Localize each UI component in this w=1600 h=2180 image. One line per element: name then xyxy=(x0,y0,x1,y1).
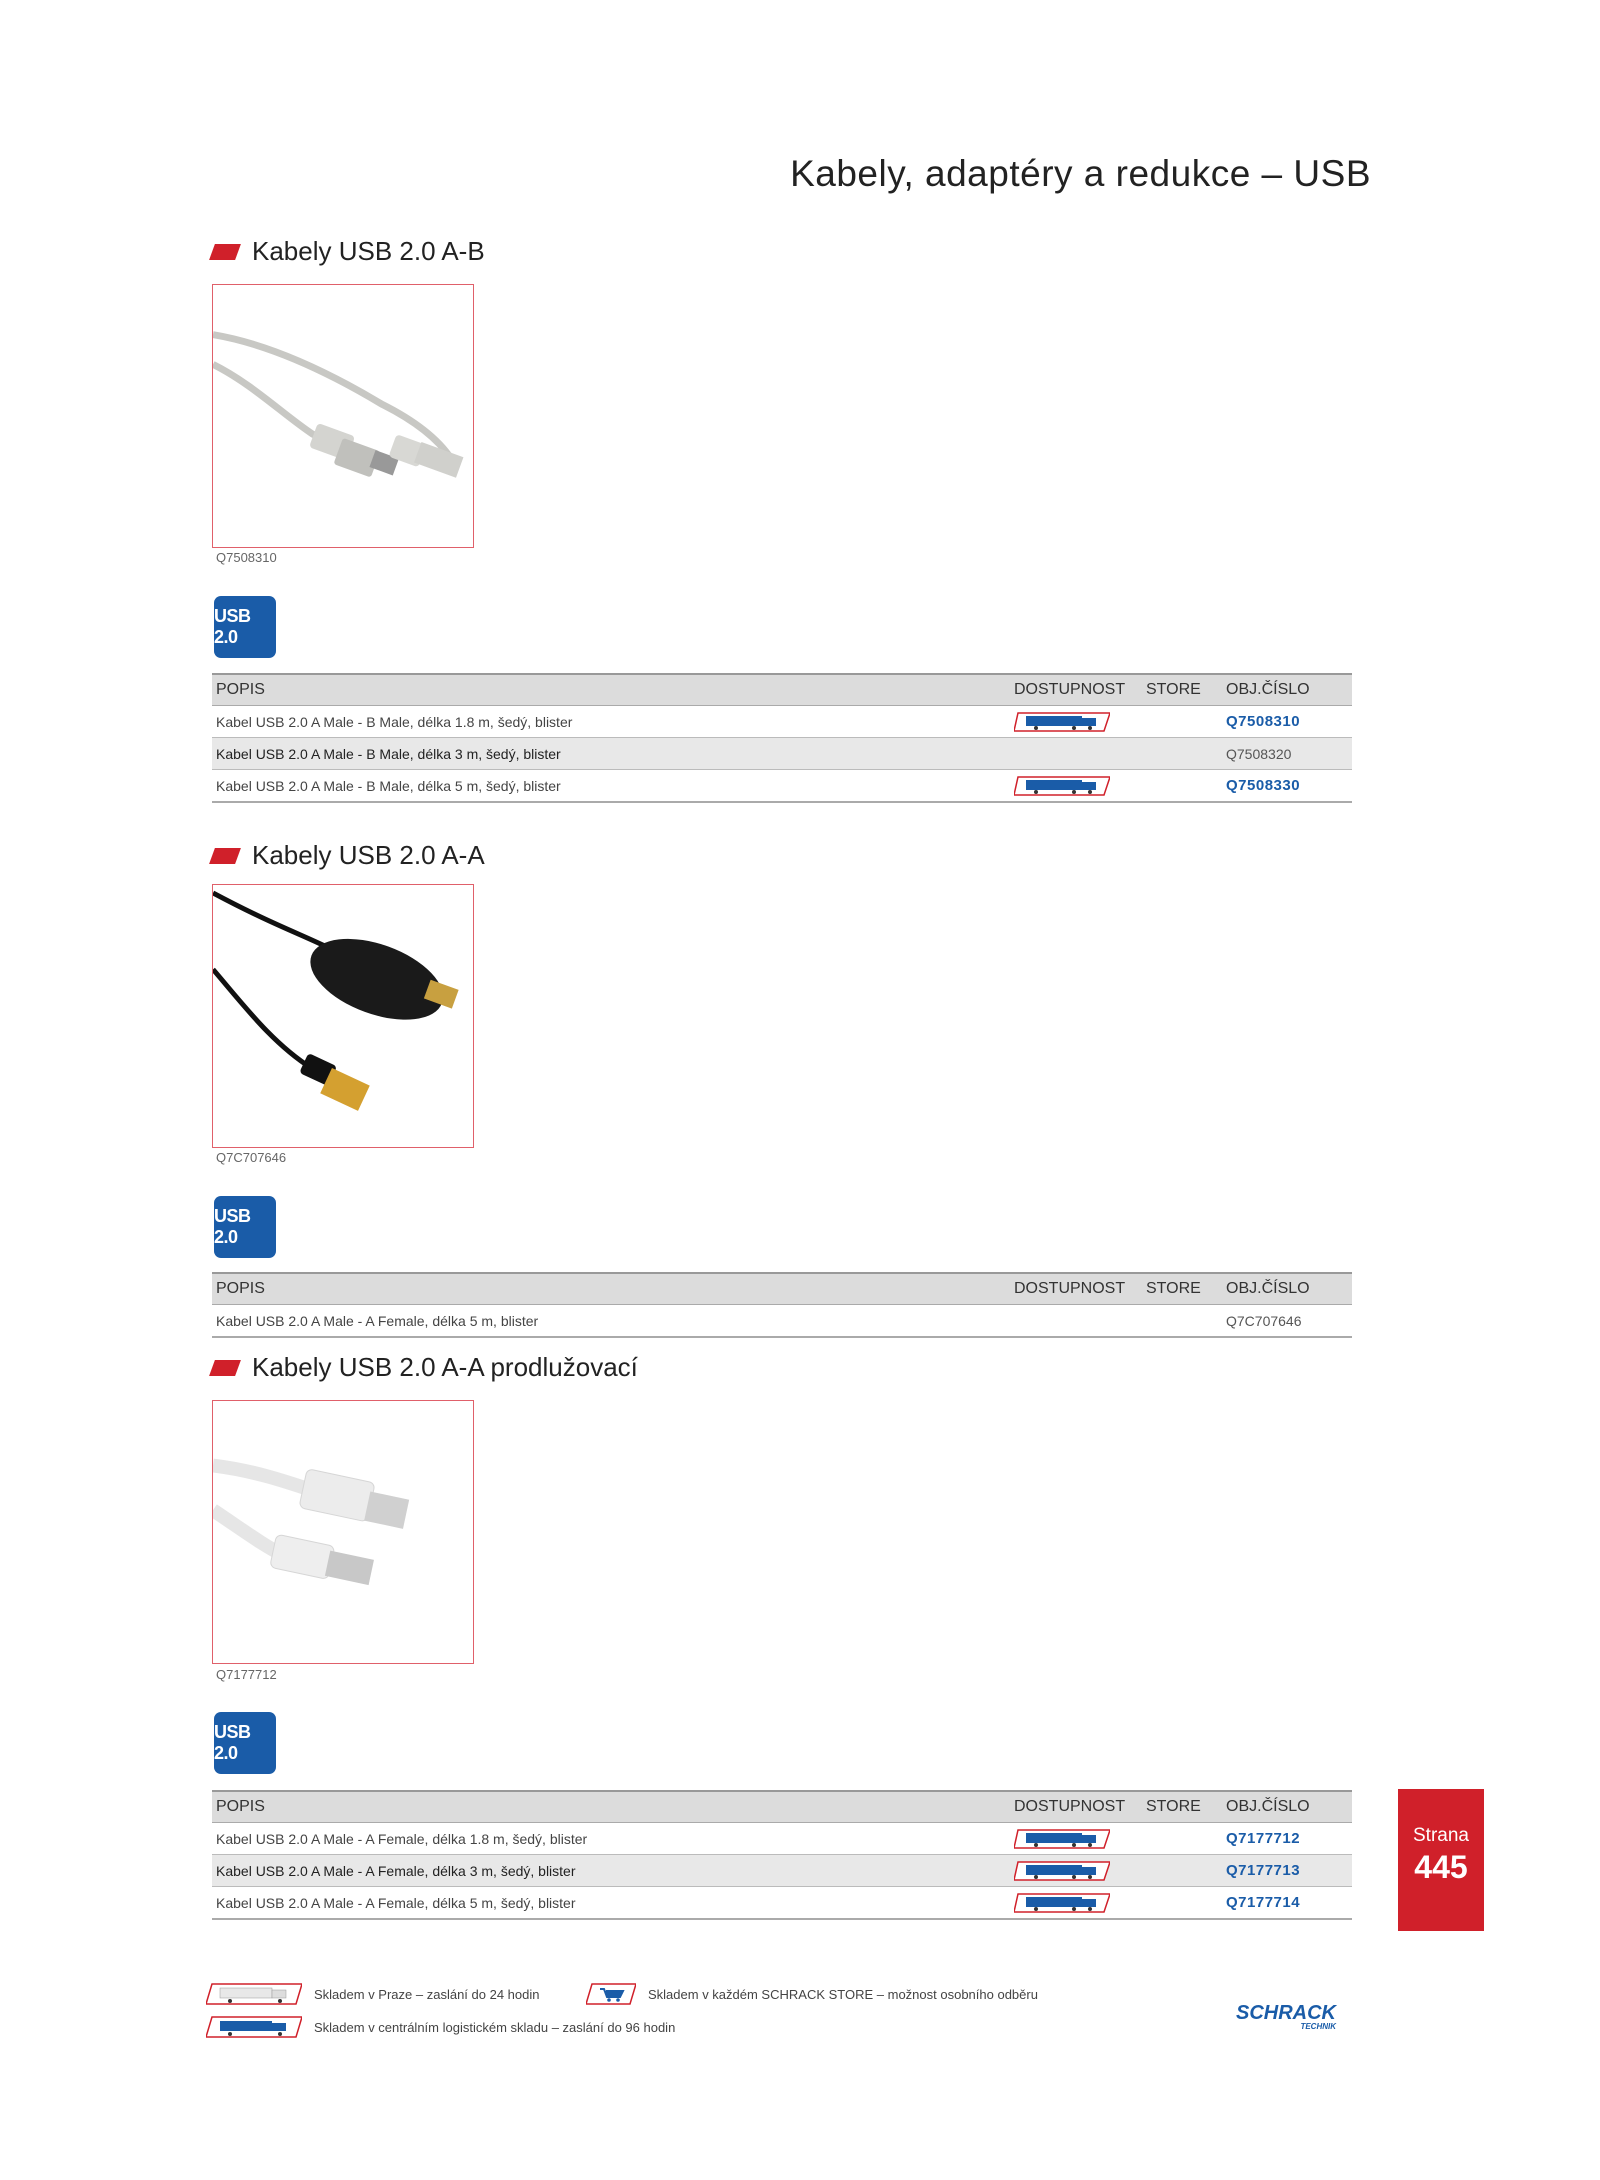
table-row xyxy=(212,738,1352,770)
header-desc: POPIS xyxy=(212,674,1010,706)
image-code: Q7177712 xyxy=(216,1667,277,1682)
legend-text: Skladem v Praze – zaslání do 24 hodin xyxy=(314,1986,540,2002)
section-heading xyxy=(212,840,485,871)
truck-icon xyxy=(1014,1892,1110,1914)
order-code-link[interactable] xyxy=(1222,1887,1352,1920)
product-image xyxy=(212,1400,474,1664)
order-code-link[interactable] xyxy=(1222,1855,1352,1887)
order-code: Q7508320 xyxy=(1226,745,1292,762)
row-desc: Kabel USB 2.0 A Male - A Female, délka 1.8 m, šedý, blister xyxy=(212,1823,1010,1855)
header-code: OBJ.ČÍSLO xyxy=(1222,1791,1352,1823)
row-desc: Kabel USB 2.0 A Male - B Male, délka 5 m, šedý, blister xyxy=(212,770,1010,803)
avail-cell xyxy=(1010,770,1142,803)
white-truck-icon xyxy=(206,1982,302,2006)
truck-icon xyxy=(1014,775,1110,797)
usb-aa-extension-cable-icon xyxy=(213,885,473,1147)
product-image xyxy=(212,884,474,1148)
schrack-logo xyxy=(1236,2002,1336,2031)
legend-central xyxy=(206,2015,675,2039)
usb-2-badge: USB 2.0 xyxy=(214,1712,276,1774)
truck-icon xyxy=(1014,1860,1110,1882)
legend-text: Skladem v každém SCHRACK STORE – možnost osobního odběru xyxy=(648,1986,1038,2002)
page-number: 445 xyxy=(1414,1849,1468,1885)
header-desc: POPIS xyxy=(212,1273,1010,1305)
logo-name: SCHRACK xyxy=(1236,2002,1336,2024)
row-desc: Kabel USB 2.0 A Male - B Male, délka 3 m, šedý, blister xyxy=(212,738,1010,770)
product-table xyxy=(212,673,1352,803)
order-code-link[interactable] xyxy=(1222,770,1352,803)
order-code[interactable]: Q7508310 xyxy=(1226,713,1301,730)
truck-icon xyxy=(206,2015,302,2039)
header-store: STORE xyxy=(1142,1273,1222,1305)
avail-cell xyxy=(1010,1887,1142,1920)
table-row xyxy=(212,706,1352,738)
order-code[interactable]: Q7177713 xyxy=(1226,1862,1301,1879)
usb-aa-white-cable-icon xyxy=(213,1401,473,1663)
section-heading xyxy=(212,236,485,267)
order-code[interactable]: Q7177712 xyxy=(1226,1830,1301,1847)
section-title: Kabely USB 2.0 A-B xyxy=(252,236,485,266)
header-avail: DOSTUPNOST xyxy=(1010,1273,1142,1305)
table-row xyxy=(212,1305,1352,1338)
product-table xyxy=(212,1272,1352,1338)
legend-text: Skladem v centrálním logistickém skladu – zaslání do 96 hodin xyxy=(314,2019,676,2035)
usb-2-badge: USB 2.0 xyxy=(214,1196,276,1258)
page-title: Kabely, adaptéry a redukce – USB xyxy=(790,152,1371,194)
row-desc: Kabel USB 2.0 A Male - B Male, délka 1.8 m, šedý, blister xyxy=(212,706,1010,738)
section-heading xyxy=(212,1352,638,1383)
table-row xyxy=(212,770,1352,803)
table-row xyxy=(212,1855,1352,1887)
product-image xyxy=(212,284,474,548)
table-row xyxy=(212,1823,1352,1855)
avail-cell xyxy=(1010,1823,1142,1855)
order-code: Q7C707646 xyxy=(1226,1312,1302,1329)
usb-ab-cable-icon xyxy=(213,285,473,547)
order-code[interactable]: Q7177714 xyxy=(1226,1894,1301,1911)
avail-cell xyxy=(1010,706,1142,738)
page-marker-label: Strana xyxy=(1413,1825,1469,1846)
header-desc: POPIS xyxy=(212,1791,1010,1823)
order-code[interactable]: Q7508330 xyxy=(1226,777,1301,794)
avail-cell xyxy=(1010,1855,1142,1887)
legend-store xyxy=(586,1982,1038,2006)
shopping-cart-icon xyxy=(586,1982,636,2006)
truck-icon xyxy=(1014,711,1110,733)
section-title: Kabely USB 2.0 A-A xyxy=(252,840,485,870)
product-table xyxy=(212,1790,1352,1920)
image-code: Q7508310 xyxy=(216,550,277,565)
header-avail: DOSTUPNOST xyxy=(1010,1791,1142,1823)
truck-icon xyxy=(1014,1828,1110,1850)
row-desc: Kabel USB 2.0 A Male - A Female, délka 3 m, šedý, blister xyxy=(212,1855,1010,1887)
order-code-link[interactable] xyxy=(1222,1823,1352,1855)
page-marker xyxy=(1398,1789,1484,1931)
table-row xyxy=(212,1887,1352,1920)
image-code: Q7C707646 xyxy=(216,1150,287,1165)
usb-2-badge: USB 2.0 xyxy=(214,596,276,658)
row-desc: Kabel USB 2.0 A Male - A Female, délka 5 m, blister xyxy=(212,1305,1010,1338)
header-avail: DOSTUPNOST xyxy=(1010,674,1142,706)
header-code: OBJ.ČÍSLO xyxy=(1222,674,1352,706)
section-title: Kabely USB 2.0 A-A prodlužovací xyxy=(252,1352,638,1382)
order-code-link[interactable] xyxy=(1222,706,1352,738)
header-store: STORE xyxy=(1142,674,1222,706)
section-marker-icon xyxy=(209,244,241,260)
logo-sub: TECHNIK xyxy=(1300,2022,1336,2031)
header-store: STORE xyxy=(1142,1791,1222,1823)
legend-prague xyxy=(206,1982,539,2006)
section-marker-icon xyxy=(209,1360,241,1376)
header-code: OBJ.ČÍSLO xyxy=(1222,1273,1352,1305)
section-marker-icon xyxy=(209,848,241,864)
row-desc: Kabel USB 2.0 A Male - A Female, délka 5 m, šedý, blister xyxy=(212,1887,1010,1920)
